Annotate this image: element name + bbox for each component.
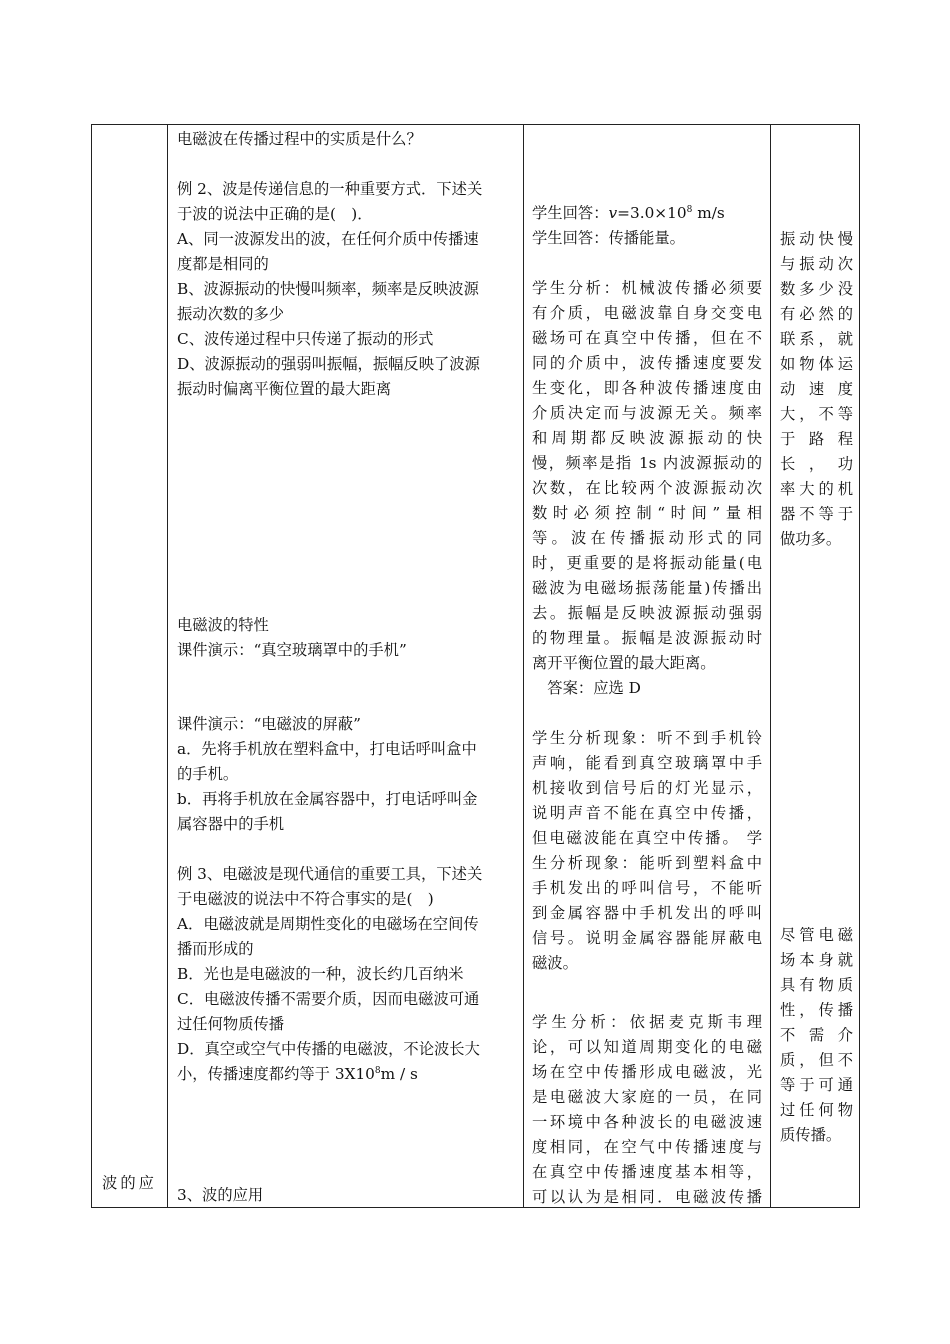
example-2-option-b: B、波源振动的快慢叫频率，频率是反映波源 (177, 280, 479, 298)
note-line: 大，不等 (780, 405, 853, 423)
example-2-line: 例 2、波是传递信息的一种重要方式．下述关 (177, 180, 483, 198)
note-line: 具有物质 (780, 976, 853, 994)
example-3-option-b: B．光也是电磁波的一种，波长约几百纳米 (177, 965, 464, 983)
analysis-line: 有介质，电磁波靠自身交变电 (532, 304, 762, 322)
shielding-block (169, 712, 521, 1087)
note-line: 与振动次 (780, 255, 853, 273)
maxwell-line: 可以认为是相同．电磁波传播 (532, 1188, 762, 1206)
example-2-option-d: D、波源振动的强弱叫振幅，振幅反映了波源 (177, 355, 480, 373)
teacher-content (169, 127, 521, 402)
observation-line: 到金属容器中手机发出的呼叫 (532, 904, 762, 922)
note-line: 性，传播 (780, 1001, 853, 1019)
demo-step-b: b．再将手机放在金属容器中，打电话呼叫金 (177, 790, 478, 808)
exponent: 8 (374, 1066, 381, 1076)
note-line: 长 ， 功 (780, 455, 853, 473)
analysis-waves (532, 276, 762, 701)
note-line: 不 需 介 (780, 1026, 853, 1044)
section-3-title: 3、波的应用 (177, 1186, 264, 1204)
note-line: 动 速 度 (780, 380, 853, 398)
observation-line: 磁波。 (532, 954, 578, 972)
student-analysis-maxwell (524, 1010, 768, 1210)
maxwell-line: 学生分析：依据麦克斯韦理 (532, 1013, 762, 1031)
example-3-option-c: C．电磁波传播不需要介质，因而电磁波可通 (177, 990, 480, 1008)
analysis-line: 去。振幅是反映波源振动强弱 (532, 604, 762, 622)
demo-shielding: 课件演示：“电磁波的屏蔽” (177, 715, 361, 733)
note-line: 等于可通 (780, 1076, 853, 1094)
analysis-line: 同的介质中，波传播速度要发 (532, 354, 762, 372)
analysis-line: 磁波为电磁场振荡能量)传播出 (532, 579, 762, 597)
maxwell-line: 场在空中传播形成电磁波，光 (532, 1063, 762, 1081)
note-line: 率大的机 (780, 480, 853, 498)
demo-step-a: a．先将手机放在塑料盒中，打电话呼叫盒中 (177, 740, 477, 758)
note-line: 数多少没 (780, 280, 853, 298)
observation-line: 信号。说明金属容器能屏蔽电 (532, 929, 762, 947)
note-line: 有必然的 (780, 305, 853, 323)
observation-line: 但电磁波能在真空中传播。 学 (532, 829, 762, 847)
note-line: 尽管电磁 (780, 926, 853, 944)
analysis-line: 磁场可在真空中传播，但在不 (532, 329, 762, 347)
speed-variable: v (608, 204, 618, 222)
example-2-option-b: 振动次数的多少 (177, 305, 285, 323)
heading-em-properties: 电磁波的特性 (177, 616, 269, 634)
student-content (524, 201, 768, 701)
note-line: 质，但不 (780, 1051, 853, 1069)
maxwell-line: 一环境中各种波长的电磁波速 (532, 1113, 762, 1131)
observation-line: 生分析现象：能听到塑料盒中 (532, 854, 762, 872)
analysis-line: 数时必须控制“时间”量相 (532, 504, 762, 522)
example-3-option-c: 过任何物质传播 (177, 1015, 285, 1033)
demo-step-a: 的手机。 (177, 765, 239, 783)
observation-line: 说明声音不能在真空中传播， (532, 804, 762, 822)
maxwell-line: 度相同，在空气中传播速度与 (532, 1138, 762, 1156)
maxwell-line: 是电磁波大家庭的一员，在同 (532, 1088, 762, 1106)
note-line: 器不等于 (780, 505, 853, 523)
note-line: 联系，就 (780, 330, 853, 348)
answer-prefix: 学生回答： (532, 204, 609, 222)
example-2-option-c: C、波传递过程中只传递了振动的形式 (177, 330, 434, 348)
column-divider (167, 125, 168, 1207)
column-divider (770, 125, 771, 1207)
maxwell-line: 在真空中传播速度基本相等， (532, 1163, 762, 1181)
answer-speed (532, 201, 762, 226)
speed-value: =3.0×10 (617, 204, 687, 222)
example-2-option-a: A、同一波源发出的波，在任何介质中传播速 (177, 230, 479, 248)
speed-text: 小，传播速度都约等于 3X10 (177, 1065, 375, 1083)
note-line: 质传播。 (780, 1126, 842, 1144)
wave-application-heading (169, 1183, 521, 1208)
section-label-text: 波的应 (102, 1174, 157, 1192)
analysis-line: 次数，在比较两个波源振动次 (532, 479, 762, 497)
analysis-line: 离开平衡位置的最大距离。 (532, 654, 716, 672)
example-3-option-d: D．真空或空气中传播的电磁波，不论波长大 (177, 1040, 480, 1058)
example-3 (177, 862, 517, 1087)
example-2-option-d: 振动时偏离平衡位置的最大距离 (177, 380, 392, 398)
observation-line: 学生分析现象：听不到手机铃 (532, 729, 762, 747)
note-line: 做功多。 (780, 530, 842, 548)
section-label (92, 1171, 167, 1196)
demo-step-b: 属容器中的手机 (177, 815, 285, 833)
analysis-line: 时，更重要的是将振动能量(电 (532, 554, 762, 572)
analysis-line: 和周期都反映波源振动的快 (532, 429, 762, 447)
example-3-option-a: A．电磁波就是周期性变化的电磁场在空间传 (177, 915, 479, 933)
example-3-line: 于电磁波的说法中不符合事实的是( ) (177, 890, 434, 908)
lesson-table (91, 124, 860, 1208)
answer-choice: 答案：应选 D (532, 679, 641, 697)
em-properties-block (169, 613, 521, 663)
note-line: 过任何物 (780, 1101, 853, 1119)
analysis-line: 生变化，即各种波传播速度由 (532, 379, 762, 397)
question-essence: 电磁波在传播过程中的实质是什么？ (177, 130, 422, 148)
note-line: 场本身就 (780, 951, 853, 969)
example-2-option-a: 度都是相同的 (177, 255, 269, 273)
note-line: 振动快慢 (780, 230, 853, 248)
example-3-line: 例 3、电磁波是现代通信的重要工具，下述关 (177, 865, 483, 883)
note-line: 如物体运 (780, 355, 853, 373)
example-2-line: 于波的说法中正确的是( )． (177, 205, 373, 223)
unit-text: m / s (380, 1065, 418, 1083)
observation-line: 声响，能看到真空玻璃罩中手 (532, 754, 762, 772)
observation-line: 手机发出的呼叫信号，不能听 (532, 879, 762, 897)
exponent: 8 (686, 205, 693, 215)
demo-vacuum-phone: 课件演示：“真空玻璃罩中的手机” (177, 641, 407, 659)
analysis-line: 介质决定而与波源无关。频率 (532, 404, 762, 422)
example-2 (177, 177, 517, 402)
analysis-line: 的物理量。振幅是波源振动时 (532, 629, 762, 647)
observation-line: 机接收到信号后的灯光显示， (532, 779, 762, 797)
analysis-line: 慢，频率是指 1s 内波源振动的 (532, 454, 762, 472)
design-note-1 (772, 227, 859, 552)
analysis-line: 学生分析：机械波传播必须要 (532, 279, 762, 297)
note-line: 于 路 程 (780, 430, 853, 448)
maxwell-line: 论，可以知道周期变化的电磁 (532, 1038, 762, 1056)
example-3-option-a: 播而形成的 (177, 940, 254, 958)
answer-energy: 学生回答：传播能量。 (532, 229, 685, 247)
design-note-2 (772, 923, 859, 1148)
student-observation (524, 726, 768, 976)
analysis-line: 等。波在传播振动形式的同 (532, 529, 762, 547)
speed-unit: m/s (692, 204, 725, 222)
example-3-option-d (177, 1062, 517, 1087)
